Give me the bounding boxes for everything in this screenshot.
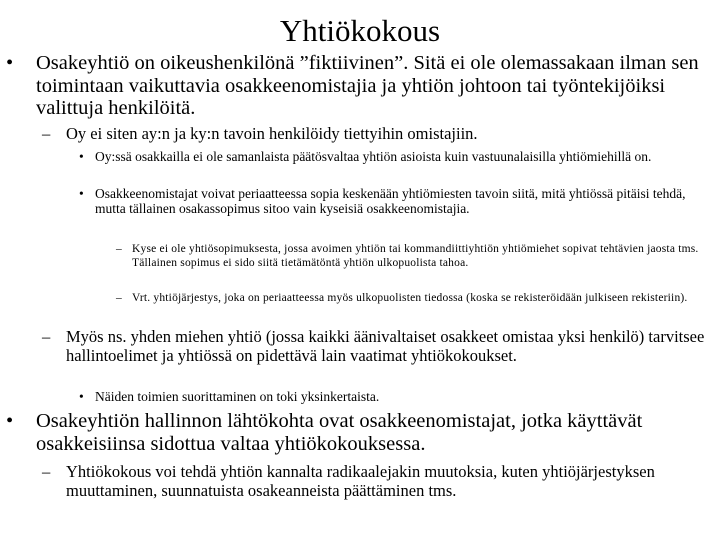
- bullet-item: [79, 149, 715, 164]
- bullet-text: Myös ns. yhden miehen yhtiö (jossa kaikki äänivaltaiset osakkeet omistaa yksi henkilö) tarvitsee hallintoelimet ja yhtiössä on pidettävä lain vaatimat yhtiökokoukset.: [66, 327, 705, 365]
- bullet-dash-icon: –: [42, 462, 51, 481]
- bullet-text: Oy:ssä osakkailla ei ole samanlaista päätösvaltaa yhtiön asioista kuin vastuunalaisilla yhtiömiehillä on.: [95, 149, 652, 164]
- bullet-dot-icon: •: [79, 389, 84, 404]
- bullet-text: Osakeyhtiö on oikeushenkilönä ”fiktiivinen”. Sitä ei ole olemassakaan ilman sen toimintaan vaikuttavia osakkeenomistajia ja yhtiön johtoon tai työntekijöiksi valittuja henkilöitä.: [36, 52, 699, 119]
- bullet-dash-icon: –: [116, 292, 122, 304]
- bullet-dot-icon: •: [6, 52, 14, 74]
- bullet-item: [6, 410, 716, 455]
- bullet-item: [79, 186, 715, 216]
- bullet-dash-icon: –: [42, 124, 51, 143]
- bullet-text: Osakkeenomistajat voivat periaatteessa sopia keskenään yhtiömiesten tavoin siitä, mitä yhtiössä pitäisi tehdä, mutta tällainen osakassopimus sitoo vain kyseisiä osakkeenomistajia.: [95, 186, 686, 216]
- bullet-dot-icon: •: [79, 149, 84, 164]
- bullet-text: Osakeyhtiön hallinnon lähtökohta ovat osakkeenomistajat, jotka käyttävät osakkeisiinsa sidottua valtaa yhtiökokouksessa.: [36, 410, 643, 455]
- bullet-text: Näiden toimien suorittaminen on toki yksinkertaista.: [95, 389, 380, 404]
- bullet-text: Kyse ei ole yhtiösopimuksesta, jossa avoimen yhtiön tai kommandiittiyhtiön yhtiömiehet sopivat tehtävien jaosta tms. Tällainen sopimus ei sido siitä tietämätöntä yhtiön ulkopuolista tahoa.: [132, 243, 699, 269]
- bullet-item: [42, 327, 706, 365]
- slide-title: Yhtiökokous: [279, 13, 441, 48]
- bullet-item: [42, 124, 706, 143]
- bullet-item: [42, 462, 706, 500]
- bullet-dot-icon: •: [79, 186, 84, 201]
- bullet-dash-icon: –: [42, 327, 51, 346]
- bullet-dot-icon: •: [6, 410, 14, 432]
- bullet-item: [116, 292, 702, 306]
- bullet-text: Vrt. yhtiöjärjestys, joka on periaatteessa myös ulkopuolisten tiedossa (koska se rekisteröidään julkiseen rekisteriin).: [132, 292, 688, 304]
- bullet-item: [116, 243, 702, 270]
- bullet-item: [79, 389, 715, 404]
- bullet-text: Yhtiökokous voi tehdä yhtiön kannalta radikaalejakin muutoksia, kuten yhtiöjärjestyksen muuttaminen, suunnatuista osakeanneista päättäminen tms.: [66, 462, 655, 500]
- bullet-dash-icon: –: [116, 243, 122, 255]
- bullet-item: [6, 52, 716, 120]
- bullet-text: Oy ei siten ay:n ja ky:n tavoin henkilöidy tiettyihin omistajiin.: [66, 124, 478, 143]
